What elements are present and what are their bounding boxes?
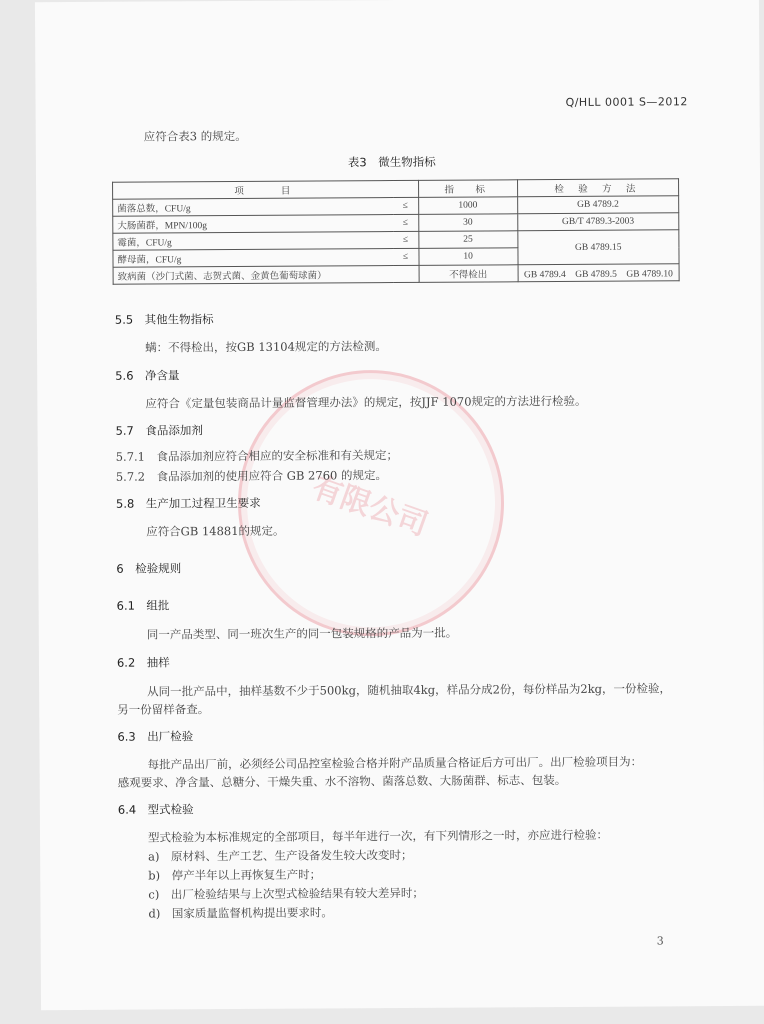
section-6-1-body: 同一产品类型、同一班次生产的同一包装规格的产品为一批。 <box>146 625 458 642</box>
list-item: d) 国家质量监督机构提出要求时。 <box>148 905 333 921</box>
section-6-2-body-line1: 从同一批产品中，抽样基数不少于500kg，随机抽取4kg，样品分成2份，每份样品为2kg，一份检验， <box>147 681 672 699</box>
row-value: 1000 <box>418 197 517 215</box>
document-page <box>35 0 764 1010</box>
table-row <box>113 230 679 250</box>
row-method: GB 4789.4 GB 4789.5 GB 4789.10 <box>518 264 679 282</box>
header-indicator: 指 标 <box>418 180 517 198</box>
row-op: ≤ <box>393 231 419 248</box>
row-method: GB 4789.2 <box>517 196 678 214</box>
row-op <box>393 265 419 282</box>
row-value: 25 <box>418 231 517 249</box>
list-item: b) 停产半年以上再恢复生产时； <box>148 867 322 883</box>
list-item: a) 原材料、生产工艺、生产设备发生较大改变时； <box>148 847 413 864</box>
row-name: 大肠菌群，MPN/100g <box>113 215 393 234</box>
intro-text: 应符合表3 的规定。 <box>143 128 247 144</box>
section-6-4-heading: 6.4 型式检验 <box>117 802 194 817</box>
row-op: ≤ <box>393 197 419 214</box>
section-6-3-heading: 6.3 出厂检验 <box>117 729 194 744</box>
row-method: GB 4789.15 <box>517 230 679 265</box>
section-5-5-body: 螨：不得检出，按GB 13104规定的方法检测。 <box>144 339 387 355</box>
section-6-1-heading: 6.1 组批 <box>116 598 170 613</box>
section-5-6-heading: 5.6 净含量 <box>115 368 180 383</box>
row-method: GB/T 4789.3-2003 <box>517 213 678 231</box>
section-5-8-body: 应符合GB 14881的规定。 <box>146 523 285 539</box>
section-6-4-body: 型式检验为本标准规定的全部项目，每半年进行一次，有下列情形之一时，亦应进行检验： <box>147 827 609 845</box>
row-name: 致病菌（沙门式菌、志贺式菌、金黄色葡萄球菌） <box>113 266 393 285</box>
row-op: ≤ <box>393 248 419 265</box>
row-name: 酵母菌，CFU/g <box>113 249 393 268</box>
section-5-7-1: 5.7.1 食品添加剂应符合相应的安全标准和有关规定； <box>115 448 399 464</box>
section-5-7-heading: 5.7 食品添加剂 <box>115 423 203 438</box>
section-5-8-heading: 5.8 生产加工过程卫生要求 <box>115 495 261 511</box>
section-5-5-heading: 5.5 其他生物指标 <box>114 312 214 327</box>
microbial-indicators-table <box>112 178 680 284</box>
list-item: c) 出厂检验结果与上次型式检验结果有较大差异时； <box>148 885 424 902</box>
row-value: 不得检出 <box>419 265 518 283</box>
row-value: 10 <box>419 248 518 266</box>
row-op: ≤ <box>393 214 419 231</box>
section-6-2-body-line2: 另一份留样备查。 <box>117 702 210 717</box>
section-5-6-body: 应符合《定量包装商品计量监督管理办法》的规定，按JJF 1070规定的方法进行检验。 <box>145 393 587 411</box>
table-caption: 表3 微生物指标 <box>347 154 436 170</box>
header-method: 检 验 方 法 <box>517 179 678 197</box>
row-value: 30 <box>418 214 517 232</box>
section-6-heading: 6 检验规则 <box>116 561 182 576</box>
row-name: 霉菌，CFU/g <box>113 232 393 251</box>
page-number: 3 <box>656 934 664 948</box>
seal-text: 有限公司 <box>307 469 433 544</box>
row-name: 菌落总数，CFU/g <box>113 198 393 217</box>
standard-code: Q/HLL 0001 S—2012 <box>565 95 688 109</box>
section-6-3-body-line2: 感观要求、净含量、总糖分、干燥失重、水不溶物、菌落总数、大肠菌群、标志、包装。 <box>117 772 567 790</box>
section-6-2-heading: 6.2 抽样 <box>116 655 170 670</box>
header-item: 项 目 <box>113 180 419 199</box>
section-6-3-body-line1: 每批产品出厂前，必须经公司品控室检验合格并附产品质量合格证后方可出厂。出厂检验项目为： <box>147 754 643 772</box>
section-5-7-2: 5.7.2 食品添加剂的使用应符合 GB 2760 的规定。 <box>115 468 388 484</box>
table-row <box>113 264 679 284</box>
